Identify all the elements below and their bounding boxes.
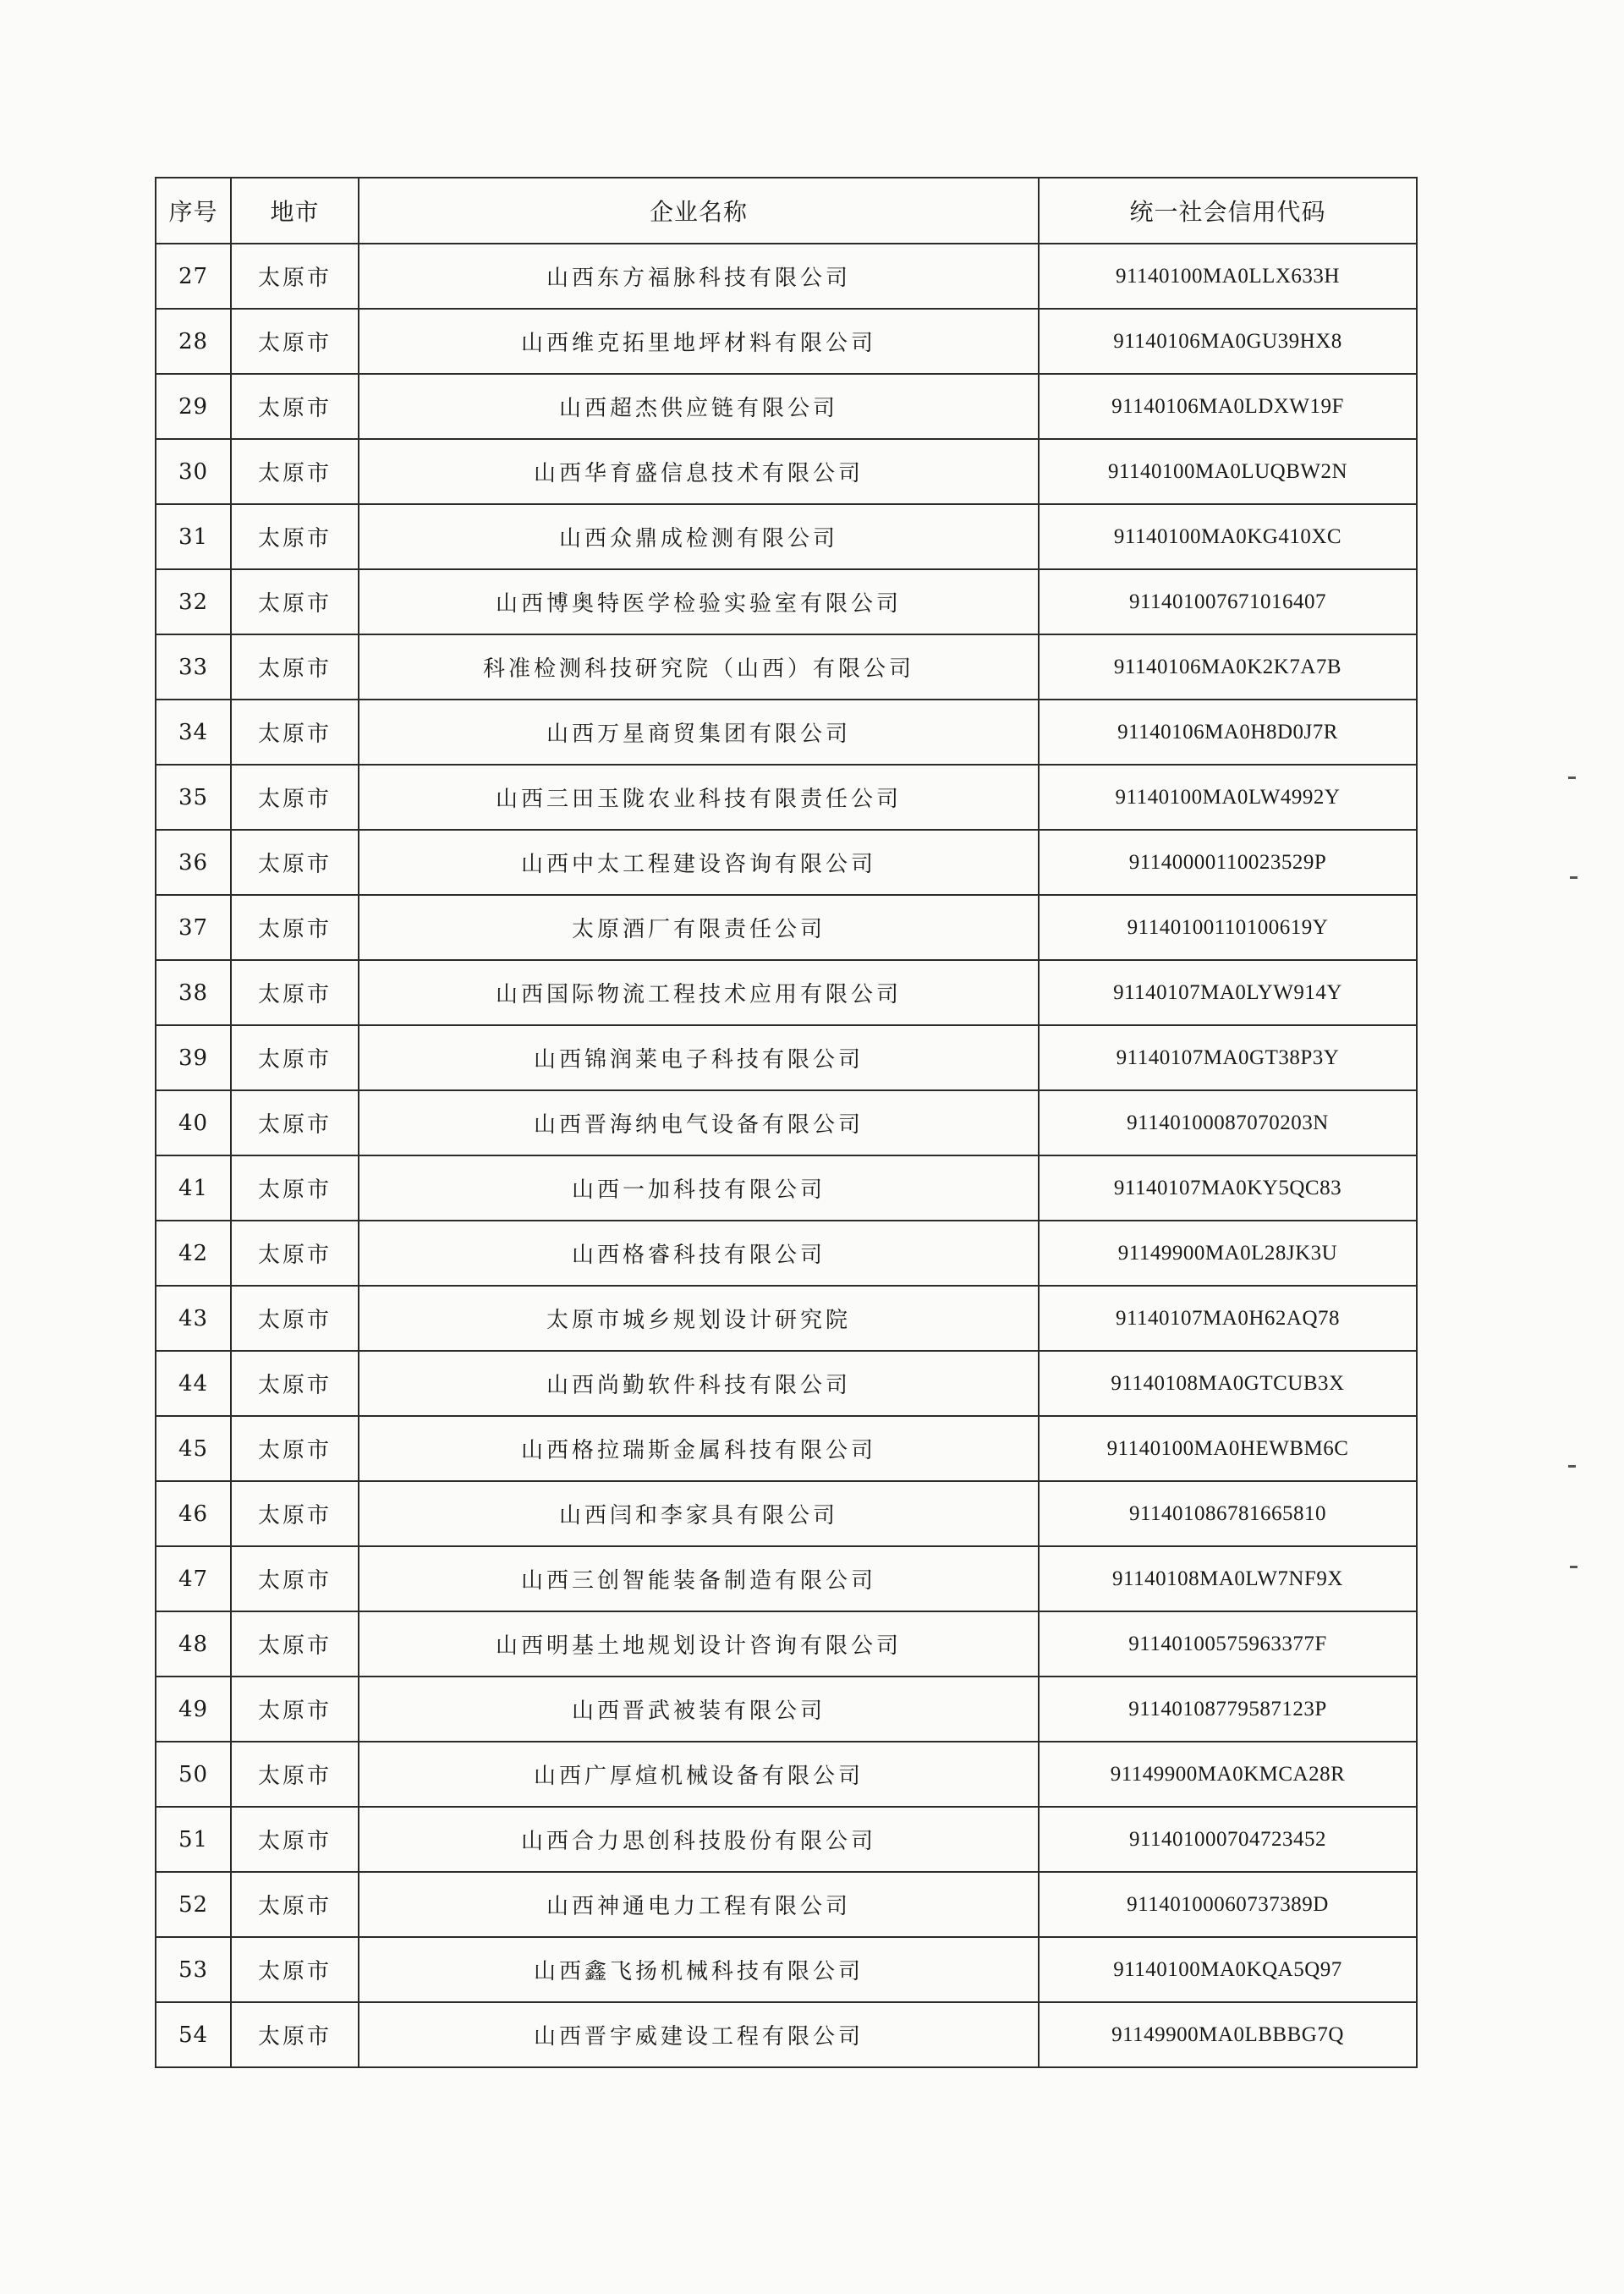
row-credit-code: 91149900MA0LBBBG7Q [1039, 2002, 1417, 2067]
row-city: 太原市 [231, 830, 359, 895]
row-credit-code: 91140100MA0HEWBM6C [1039, 1416, 1417, 1481]
row-number: 50 [156, 1742, 231, 1807]
row-company-name: 山西晋海纳电气设备有限公司 [359, 1090, 1039, 1155]
row-credit-code: 91149900MA0KMCA28R [1039, 1742, 1417, 1807]
table-row [156, 830, 1417, 895]
table-row [156, 504, 1417, 569]
row-company-name: 山西万星商贸集团有限公司 [359, 700, 1039, 765]
enterprise-table [155, 177, 1418, 2068]
row-number: 53 [156, 1937, 231, 2002]
row-company-name: 山西维克拓里地坪材料有限公司 [359, 309, 1039, 374]
table-header-row [156, 178, 1417, 244]
row-credit-code: 91140108MA0GTCUB3X [1039, 1351, 1417, 1416]
row-company-name: 山西中太工程建设咨询有限公司 [359, 830, 1039, 895]
row-city: 太原市 [231, 1090, 359, 1155]
table-row [156, 1416, 1417, 1481]
row-credit-code: 911401007671016407 [1039, 569, 1417, 634]
table-row [156, 1481, 1417, 1546]
table-row [156, 2002, 1417, 2067]
row-city: 太原市 [231, 1221, 359, 1286]
row-number: 42 [156, 1221, 231, 1286]
row-number: 44 [156, 1351, 231, 1416]
header-no: 序号 [156, 178, 231, 244]
row-company-name: 山西格睿科技有限公司 [359, 1221, 1039, 1286]
row-company-name: 山西一加科技有限公司 [359, 1155, 1039, 1221]
row-credit-code: 91140107MA0GT38P3Y [1039, 1025, 1417, 1090]
table-row [156, 309, 1417, 374]
row-number: 54 [156, 2002, 231, 2067]
row-number: 36 [156, 830, 231, 895]
row-number: 40 [156, 1090, 231, 1155]
row-company-name: 山西合力思创科技股份有限公司 [359, 1807, 1039, 1872]
row-credit-code: 91140108MA0LW7NF9X [1039, 1546, 1417, 1611]
row-number: 28 [156, 309, 231, 374]
row-city: 太原市 [231, 1155, 359, 1221]
scan-mark [1568, 1465, 1576, 1468]
row-number: 31 [156, 504, 231, 569]
scan-mark [1570, 876, 1577, 879]
table-row [156, 1742, 1417, 1807]
row-company-name: 山西超杰供应链有限公司 [359, 374, 1039, 439]
row-number: 34 [156, 700, 231, 765]
row-city: 太原市 [231, 1286, 359, 1351]
row-city: 太原市 [231, 1872, 359, 1937]
row-city: 太原市 [231, 700, 359, 765]
row-city: 太原市 [231, 2002, 359, 2067]
row-city: 太原市 [231, 1742, 359, 1807]
table-row [156, 1286, 1417, 1351]
row-company-name: 山西三创智能装备制造有限公司 [359, 1546, 1039, 1611]
row-number: 45 [156, 1416, 231, 1481]
row-number: 41 [156, 1155, 231, 1221]
row-city: 太原市 [231, 634, 359, 700]
row-city: 太原市 [231, 1481, 359, 1546]
row-company-name: 山西格拉瑞斯金属科技有限公司 [359, 1416, 1039, 1481]
row-company-name: 山西晋武被装有限公司 [359, 1677, 1039, 1742]
row-number: 37 [156, 895, 231, 960]
table-row [156, 1611, 1417, 1677]
table-row [156, 1677, 1417, 1742]
row-number: 27 [156, 244, 231, 309]
row-number: 30 [156, 439, 231, 504]
row-city: 太原市 [231, 1025, 359, 1090]
row-number: 38 [156, 960, 231, 1025]
row-company-name: 山西国际物流工程技术应用有限公司 [359, 960, 1039, 1025]
row-credit-code: 91140106MA0H8D0J7R [1039, 700, 1417, 765]
row-company-name: 山西鑫飞扬机械科技有限公司 [359, 1937, 1039, 2002]
row-city: 太原市 [231, 1677, 359, 1742]
table-row [156, 1090, 1417, 1155]
row-company-name: 科准检测科技研究院（山西）有限公司 [359, 634, 1039, 700]
row-credit-code: 91140000110023529P [1039, 830, 1417, 895]
row-city: 太原市 [231, 1546, 359, 1611]
table-row [156, 960, 1417, 1025]
table-row [156, 1351, 1417, 1416]
table-row [156, 244, 1417, 309]
row-city: 太原市 [231, 439, 359, 504]
row-city: 太原市 [231, 569, 359, 634]
row-credit-code: 91140107MA0H62AQ78 [1039, 1286, 1417, 1351]
table-row [156, 569, 1417, 634]
table-row [156, 1221, 1417, 1286]
row-company-name: 太原市城乡规划设计研究院 [359, 1286, 1039, 1351]
row-company-name: 山西尚勤软件科技有限公司 [359, 1351, 1039, 1416]
row-number: 33 [156, 634, 231, 700]
scan-mark [1568, 777, 1576, 779]
row-number: 39 [156, 1025, 231, 1090]
row-city: 太原市 [231, 1351, 359, 1416]
row-city: 太原市 [231, 1937, 359, 2002]
row-number: 32 [156, 569, 231, 634]
row-credit-code: 911401000704723452 [1039, 1807, 1417, 1872]
scan-mark [1570, 1566, 1577, 1568]
row-company-name: 山西三田玉陇农业科技有限责任公司 [359, 765, 1039, 830]
row-company-name: 山西明基土地规划设计咨询有限公司 [359, 1611, 1039, 1677]
row-city: 太原市 [231, 309, 359, 374]
row-city: 太原市 [231, 504, 359, 569]
row-city: 太原市 [231, 1807, 359, 1872]
table-row [156, 439, 1417, 504]
row-city: 太原市 [231, 374, 359, 439]
row-credit-code: 91140100MA0LUQBW2N [1039, 439, 1417, 504]
table-row [156, 1807, 1417, 1872]
row-city: 太原市 [231, 1611, 359, 1677]
row-company-name: 山西闫和李家具有限公司 [359, 1481, 1039, 1546]
row-credit-code: 91140108779587123P [1039, 1677, 1417, 1742]
row-number: 43 [156, 1286, 231, 1351]
header-city: 地市 [231, 178, 359, 244]
header-name: 企业名称 [359, 178, 1039, 244]
row-city: 太原市 [231, 1416, 359, 1481]
row-credit-code: 91140100MA0KQA5Q97 [1039, 1937, 1417, 2002]
row-credit-code: 91140100087070203N [1039, 1090, 1417, 1155]
row-city: 太原市 [231, 960, 359, 1025]
row-company-name: 山西众鼎成检测有限公司 [359, 504, 1039, 569]
row-credit-code: 91140107MA0KY5QC83 [1039, 1155, 1417, 1221]
row-company-name: 山西晋宇威建设工程有限公司 [359, 2002, 1039, 2067]
row-credit-code: 91140106MA0K2K7A7B [1039, 634, 1417, 700]
row-number: 46 [156, 1481, 231, 1546]
row-number: 49 [156, 1677, 231, 1742]
table-row [156, 1025, 1417, 1090]
row-number: 29 [156, 374, 231, 439]
row-credit-code: 911401086781665810 [1039, 1481, 1417, 1546]
row-company-name: 山西华育盛信息技术有限公司 [359, 439, 1039, 504]
row-company-name: 太原酒厂有限责任公司 [359, 895, 1039, 960]
row-credit-code: 91140100575963377F [1039, 1611, 1417, 1677]
row-credit-code: 91140100MA0LLX633H [1039, 244, 1417, 309]
table-row [156, 1546, 1417, 1611]
row-company-name: 山西博奥特医学检验实验室有限公司 [359, 569, 1039, 634]
table-row [156, 1155, 1417, 1221]
row-number: 48 [156, 1611, 231, 1677]
row-credit-code: 91140100060737389D [1039, 1872, 1417, 1937]
row-number: 51 [156, 1807, 231, 1872]
table-row [156, 700, 1417, 765]
row-company-name: 山西锦润莱电子科技有限公司 [359, 1025, 1039, 1090]
row-number: 47 [156, 1546, 231, 1611]
table-body [156, 244, 1417, 2067]
table-row [156, 1937, 1417, 2002]
row-company-name: 山西神通电力工程有限公司 [359, 1872, 1039, 1937]
row-credit-code: 91140106MA0GU39HX8 [1039, 309, 1417, 374]
row-credit-code: 91149900MA0L28JK3U [1039, 1221, 1417, 1286]
row-number: 35 [156, 765, 231, 830]
row-number: 52 [156, 1872, 231, 1937]
row-city: 太原市 [231, 765, 359, 830]
row-company-name: 山西东方福脉科技有限公司 [359, 244, 1039, 309]
table-row [156, 1872, 1417, 1937]
row-credit-code: 91140106MA0LDXW19F [1039, 374, 1417, 439]
table-row [156, 765, 1417, 830]
row-credit-code: 91140100110100619Y [1039, 895, 1417, 960]
row-credit-code: 91140100MA0LW4992Y [1039, 765, 1417, 830]
row-credit-code: 91140100MA0KG410XC [1039, 504, 1417, 569]
row-city: 太原市 [231, 895, 359, 960]
header-code: 统一社会信用代码 [1039, 178, 1417, 244]
row-company-name: 山西广厚煊机械设备有限公司 [359, 1742, 1039, 1807]
row-credit-code: 91140107MA0LYW914Y [1039, 960, 1417, 1025]
table-row [156, 895, 1417, 960]
table-row [156, 374, 1417, 439]
table-row [156, 634, 1417, 700]
row-city: 太原市 [231, 244, 359, 309]
